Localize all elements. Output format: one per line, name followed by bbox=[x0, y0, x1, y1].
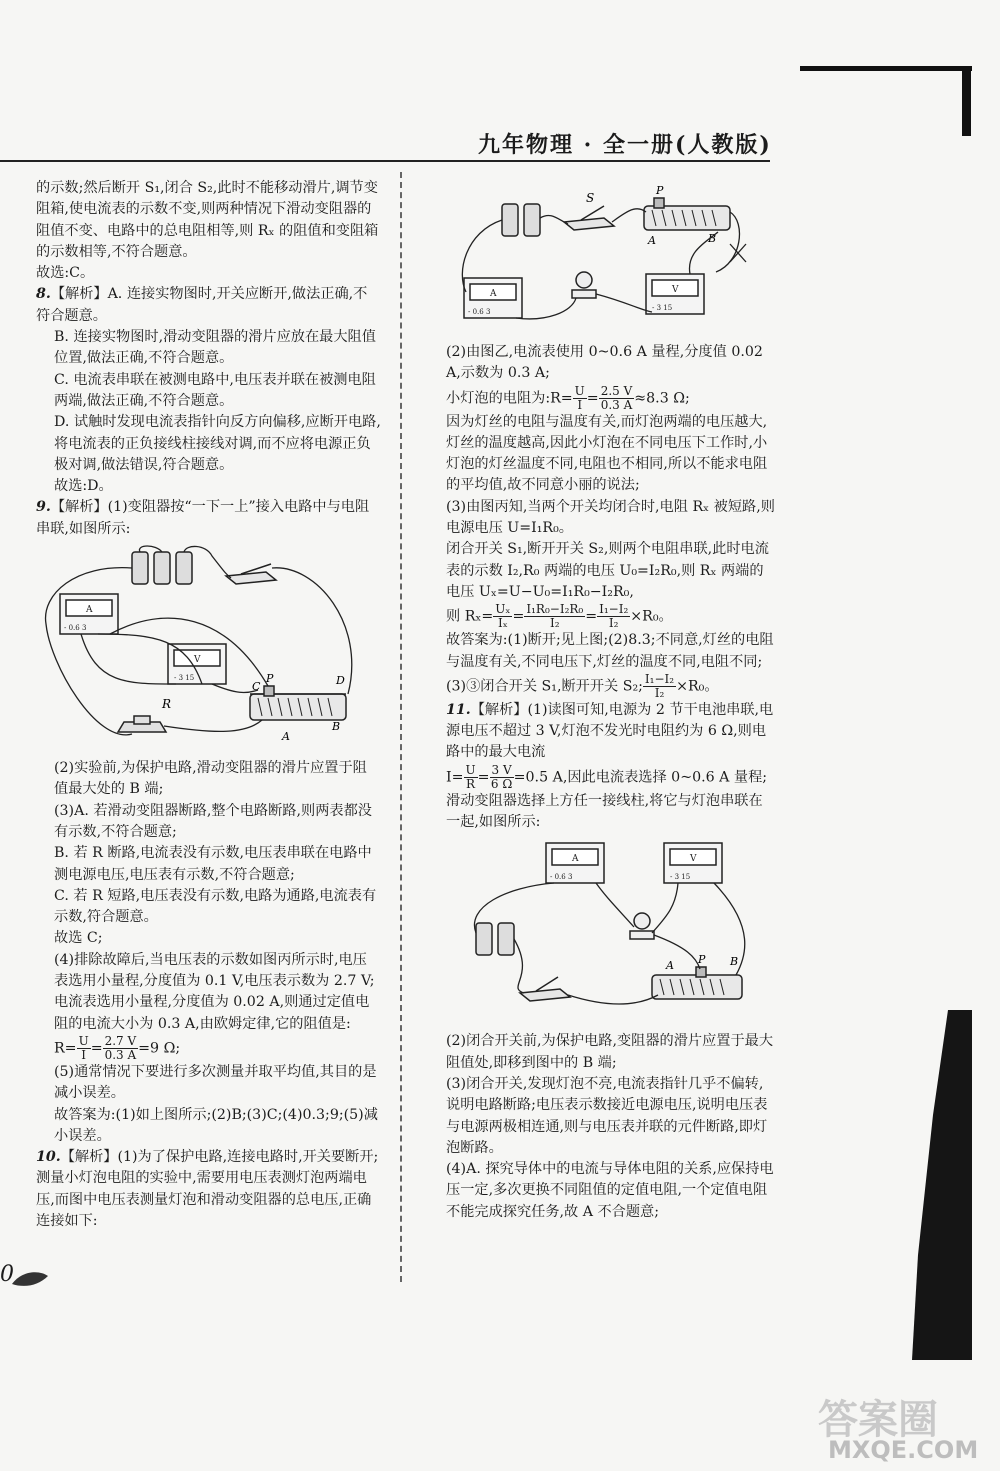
paragraph: 闭合开关 S₁,断开开关 S₂,则两个电阻串联,此时电流表的示数 I₂,R₀ 两端的电压 U₀=I₂R₀,则 Rₓ 两端的电压 Uₓ=U−U₀=I₁R₀−I₂R₀, bbox=[446, 541, 769, 600]
rheostat-icon bbox=[250, 686, 346, 720]
switch-icon bbox=[520, 977, 570, 1001]
header-rule bbox=[0, 160, 770, 162]
voltmeter-terminals: - 3 15 bbox=[652, 304, 673, 312]
question-8 bbox=[36, 284, 381, 327]
paragraph: C. 电流表串联在被测电路中,电压表并联在被测电阻两端,做法正确,不符合题意。 bbox=[54, 371, 376, 409]
denominator: 0.3 A bbox=[104, 1047, 137, 1062]
circuit-figure-9 bbox=[36, 544, 376, 754]
formula-part: = bbox=[585, 608, 598, 625]
formula-part: = bbox=[90, 1040, 103, 1057]
denominator: I bbox=[81, 1047, 87, 1062]
battery-icon bbox=[476, 923, 514, 955]
question-number: 10. bbox=[36, 1149, 61, 1166]
binding-shadow bbox=[912, 1010, 972, 1360]
label-C: C bbox=[252, 680, 261, 694]
watermark-logo: 答案圈 bbox=[818, 1397, 938, 1443]
fraction bbox=[77, 1035, 91, 1062]
fraction bbox=[643, 673, 676, 700]
resistor-icon bbox=[118, 716, 166, 732]
label-R: R bbox=[162, 697, 172, 712]
paragraph: (3)闭合开关,发现灯泡不亮,电流表指针几乎不偏转,说明电路断路;电压表示数接近电源电压,说明电压表与电源两极相连通,则与电压表并联的元件断路,即灯泡断路。 bbox=[446, 1075, 768, 1156]
voltmeter-icon bbox=[664, 843, 722, 883]
formula-part: =9 Ω; bbox=[138, 1040, 181, 1057]
paragraph: 故答案为:(1)如上图所示;(2)B;(3)C;(4)0.3;9;(5)减小误差。 bbox=[54, 1106, 378, 1144]
numerator: I₁−I₂ bbox=[644, 671, 675, 686]
ammeter-label: A bbox=[86, 605, 93, 616]
voltmeter-label: V bbox=[672, 285, 679, 295]
label-A: A bbox=[282, 730, 290, 744]
ammeter-icon bbox=[60, 594, 118, 634]
question-9 bbox=[36, 497, 381, 540]
numerator: 3 V bbox=[491, 762, 512, 777]
voltmeter-label: V bbox=[194, 655, 201, 666]
label-B: B bbox=[730, 955, 739, 969]
leaf-icon bbox=[10, 1268, 50, 1290]
paragraph: (4)A. 探究导体中的电流与导体电阻的关系,应保持电压一定,多次更换不同阻值的定值电阻,一个定值电阻不能完成探究任务,故 A 不合题意; bbox=[446, 1161, 774, 1220]
voltmeter-label: V bbox=[690, 854, 697, 865]
switch-icon bbox=[564, 206, 614, 230]
paragraph: B. 若 R 断路,电流表没有示数,电压表串联在电路中测电源电压,电压表有示数,不符合题意; bbox=[54, 845, 372, 883]
battery-icon bbox=[502, 204, 540, 236]
fraction bbox=[103, 1035, 139, 1062]
denominator: I₂ bbox=[654, 685, 665, 700]
formula bbox=[446, 385, 776, 412]
numerator: 2.7 V bbox=[104, 1033, 137, 1048]
paragraph: (4)排除故障后,当电压表的示数如图丙所示时,电压表选用小量程,分度值为 0.1 V,电压表示数为 2.7 V;电流表选用小量程,分度值为 0.02 A,则通过定值电阻的电流大小为 0.3 A,由欧姆定律,它的阻值是: bbox=[54, 951, 375, 1032]
watermark-url: MXQE.COM bbox=[828, 1436, 979, 1464]
formula-part: =0.5 A,因此电流表选择 0~0.6 A 量程;滑动变阻器选择上方任一接线柱,将它与灯泡串联在一起,如图所示: bbox=[446, 769, 768, 831]
paragraph: 【解析】A. 连接实物图时,开关应断开,做法正确,不符合题意。 bbox=[36, 286, 368, 324]
ammeter-terminals: - 0.6 3 bbox=[468, 308, 491, 316]
paragraph: 因为灯丝的电阻与温度有关,而灯泡两端的电压越大,灯丝的温度越高,因此小灯泡在不同电压下工作时,小灯泡的灯丝温度不同,电阻也不相同,所以不能求电阻的平均值,故不同意小丽的说法; bbox=[446, 413, 768, 494]
denominator: I bbox=[577, 397, 583, 412]
denominator: I₂ bbox=[608, 616, 619, 631]
fraction bbox=[573, 385, 587, 412]
rheostat-icon bbox=[644, 198, 730, 230]
denominator: Iₓ bbox=[497, 616, 508, 631]
paragraph: (5)通常情况下要进行多次测量并取平均值,其目的是减小误差。 bbox=[54, 1063, 377, 1102]
ammeter-label: A bbox=[572, 854, 579, 865]
page-number: 0 bbox=[0, 1262, 14, 1287]
paragraph: 【解析】(1)变阻器按“一下一上”接入电路中与电阻串联,如图所示: bbox=[36, 499, 370, 537]
formula-part: 小灯泡的电阻为:R= bbox=[446, 390, 573, 407]
denominator: 0.3 A bbox=[600, 397, 633, 412]
numerator: I₁R₀−I₂R₀ bbox=[526, 602, 584, 617]
question-number: 11. bbox=[446, 701, 471, 718]
question-11 bbox=[446, 700, 776, 764]
numerator: 2.5 V bbox=[600, 383, 633, 398]
circuit-figure-11 bbox=[446, 837, 776, 1027]
header-title: 九年物理 · 全一册(人教版) bbox=[478, 132, 772, 158]
label-B: B bbox=[332, 720, 341, 734]
label-S: S bbox=[586, 191, 595, 205]
voltmeter-icon bbox=[646, 274, 704, 314]
fraction bbox=[493, 603, 512, 630]
circuit-figure-10 bbox=[446, 182, 776, 338]
numerator: U bbox=[574, 383, 585, 398]
corner-mark-vertical bbox=[962, 66, 971, 136]
numerator: U bbox=[78, 1033, 89, 1048]
denominator: 6 Ω bbox=[490, 776, 513, 791]
paragraph: 的示数;然后断开 S₁,闭合 S₂,此时不能移动滑片,调节变阻箱,使电流表的示数不变,则两种情况下滑动变阻器的阻值不变、电路中的总电阻相等,则 Rₓ 的阻值和变阻箱的示数相等,不符合题意。 bbox=[36, 180, 379, 260]
paragraph: (3)由图丙知,当两个开关均闭合时,电阻 Rₓ 被短路,则电源电压 U=I₁R₀。 bbox=[446, 498, 775, 537]
formula-part: ×R₀。 bbox=[630, 608, 673, 625]
paragraph: (2)由图乙,电流表使用 0~0.6 A 量程,分度值 0.02 A,示数为 0.3 A; bbox=[446, 344, 763, 382]
fraction bbox=[599, 385, 635, 412]
formula-part: ≈8.3 Ω; bbox=[634, 390, 690, 407]
ammeter-terminals: - 0.6 3 bbox=[64, 624, 87, 633]
ammeter-terminals: - 0.6 3 bbox=[550, 873, 573, 882]
numerator: Uₓ bbox=[495, 602, 511, 617]
fraction bbox=[597, 603, 630, 630]
battery-icon bbox=[132, 552, 192, 584]
formula-part: = bbox=[512, 608, 525, 625]
paragraph: (3)A. 若滑动变阻器断路,整个电路断路,则两表都没有示数,不符合题意; bbox=[54, 802, 372, 840]
paragraph: (2)闭合开关前,为保护电路,变阻器的滑片应置于最大阻值处,即移到图中的 B 端; bbox=[446, 1033, 774, 1071]
ammeter-label: A bbox=[490, 289, 497, 299]
question-number: 8. bbox=[36, 286, 51, 303]
label-P: P bbox=[656, 184, 664, 197]
paragraph bbox=[446, 630, 776, 700]
paragraph: 【解析】(1)为了保护电路,连接电路时,开关要断开;测量小灯泡电阻的实验中,需要用电压表测灯泡两端电压,而图中电压表测量灯泡和滑动变阻器的总电压,正确连接如下: bbox=[36, 1149, 379, 1229]
question-10 bbox=[36, 1147, 381, 1232]
right-column bbox=[446, 178, 776, 1223]
switch-icon bbox=[226, 564, 276, 584]
paragraph: 【解析】(1)读图可知,电源为 2 节干电池串联,电源电压不超过 3 V,灯泡不发光时电阻约为 6 Ω,则电路中的最大电流 bbox=[446, 701, 774, 761]
voltmeter-terminals: - 3 15 bbox=[174, 674, 195, 683]
denominator: I₂ bbox=[550, 616, 560, 631]
paragraph: C. 若 R 短路,电压表没有示数,电路为通路,电流表有示数,符合题意。 bbox=[54, 887, 377, 926]
formula-part: = bbox=[477, 769, 490, 786]
formula bbox=[446, 603, 776, 630]
formula-part: = bbox=[586, 390, 599, 407]
left-column bbox=[36, 178, 381, 1232]
label-A: A bbox=[648, 234, 656, 247]
formula bbox=[446, 764, 776, 834]
paragraph: B. 连接实物图时,滑动变阻器的滑片应放在最大阻值位置,做法正确,不符合题意。 bbox=[54, 329, 376, 367]
ammeter-icon bbox=[464, 278, 522, 318]
corner-mark bbox=[800, 66, 972, 71]
label-D: D bbox=[336, 674, 345, 688]
denominator: R bbox=[466, 776, 476, 791]
label-P: P bbox=[698, 953, 706, 967]
fraction bbox=[464, 764, 478, 791]
voltmeter-icon bbox=[168, 644, 226, 684]
paragraph: 故选:D。 bbox=[54, 478, 113, 495]
paragraph: D. 试触时发现电流表指针向反方向偏移,应断开电路,将电流表的正负接线柱接线对调,而不应将电源正负极对调,做法错误,符合题意。 bbox=[54, 414, 381, 473]
paragraph: (2)实验前,为保护电路,滑动变阻器的滑片应置于阻值最大处的 B 端; bbox=[54, 760, 367, 798]
numerator: I₁−I₂ bbox=[599, 602, 629, 617]
bulb-icon bbox=[572, 272, 596, 298]
paragraph: 故选 C; bbox=[54, 930, 103, 947]
fraction bbox=[490, 764, 514, 791]
formula-part: ×R₀。 bbox=[676, 678, 719, 695]
formula-part: R= bbox=[54, 1040, 77, 1057]
paragraph: 故选:C。 bbox=[36, 265, 95, 282]
fraction bbox=[524, 603, 585, 630]
voltmeter-terminals: - 3 15 bbox=[670, 873, 691, 882]
formula bbox=[36, 1035, 381, 1062]
label-A: A bbox=[666, 959, 674, 973]
label-B: B bbox=[708, 232, 717, 245]
column-divider bbox=[400, 172, 402, 1282]
formula-part: 则 Rₓ= bbox=[446, 608, 494, 625]
ammeter-icon bbox=[546, 843, 604, 883]
formula-part: I= bbox=[446, 769, 464, 786]
label-P: P bbox=[266, 672, 274, 686]
question-number: 9. bbox=[36, 499, 51, 516]
answer-text: 故答案为:(1)断开;见上图;(2)8.3;不同意,灯丝的电阻与温度有关,不同电压下,灯丝的温度不同,电阻不同;(3)③闭合开关 S₁,断开开关 S₂; bbox=[446, 632, 774, 695]
numerator: U bbox=[465, 762, 476, 777]
